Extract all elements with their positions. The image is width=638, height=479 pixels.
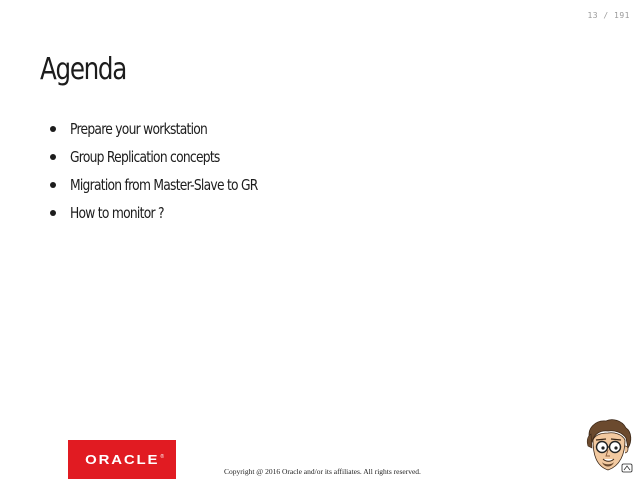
agenda-item-label: Migration from Master-Slave to GR — [70, 176, 258, 194]
agenda-item — [46, 118, 299, 146]
agenda-item — [46, 202, 299, 230]
agenda-item — [46, 146, 299, 174]
trademark-symbol: ® — [160, 454, 164, 460]
cartoon-avatar-icon — [582, 418, 634, 476]
copyright-notice: Copyright @ 2016 Oracle and/or its affiliates. All rights reserved. — [224, 467, 421, 476]
agenda-item-label: Group Replication concepts — [70, 148, 220, 166]
slide-page-counter: 13 / 191 — [587, 11, 630, 20]
agenda-item — [46, 174, 299, 202]
oracle-logo — [68, 440, 176, 479]
bullet-icon — [50, 154, 56, 160]
agenda-item-label: How to monitor ? — [70, 204, 164, 222]
slide-title: Agenda — [40, 52, 126, 87]
bullet-icon — [50, 126, 56, 132]
bullet-icon — [50, 182, 56, 188]
agenda-item-label: Prepare your workstation — [70, 120, 208, 138]
agenda-list — [46, 118, 299, 230]
oracle-logo-text: ORACLE — [84, 452, 160, 467]
bullet-icon — [50, 210, 56, 216]
